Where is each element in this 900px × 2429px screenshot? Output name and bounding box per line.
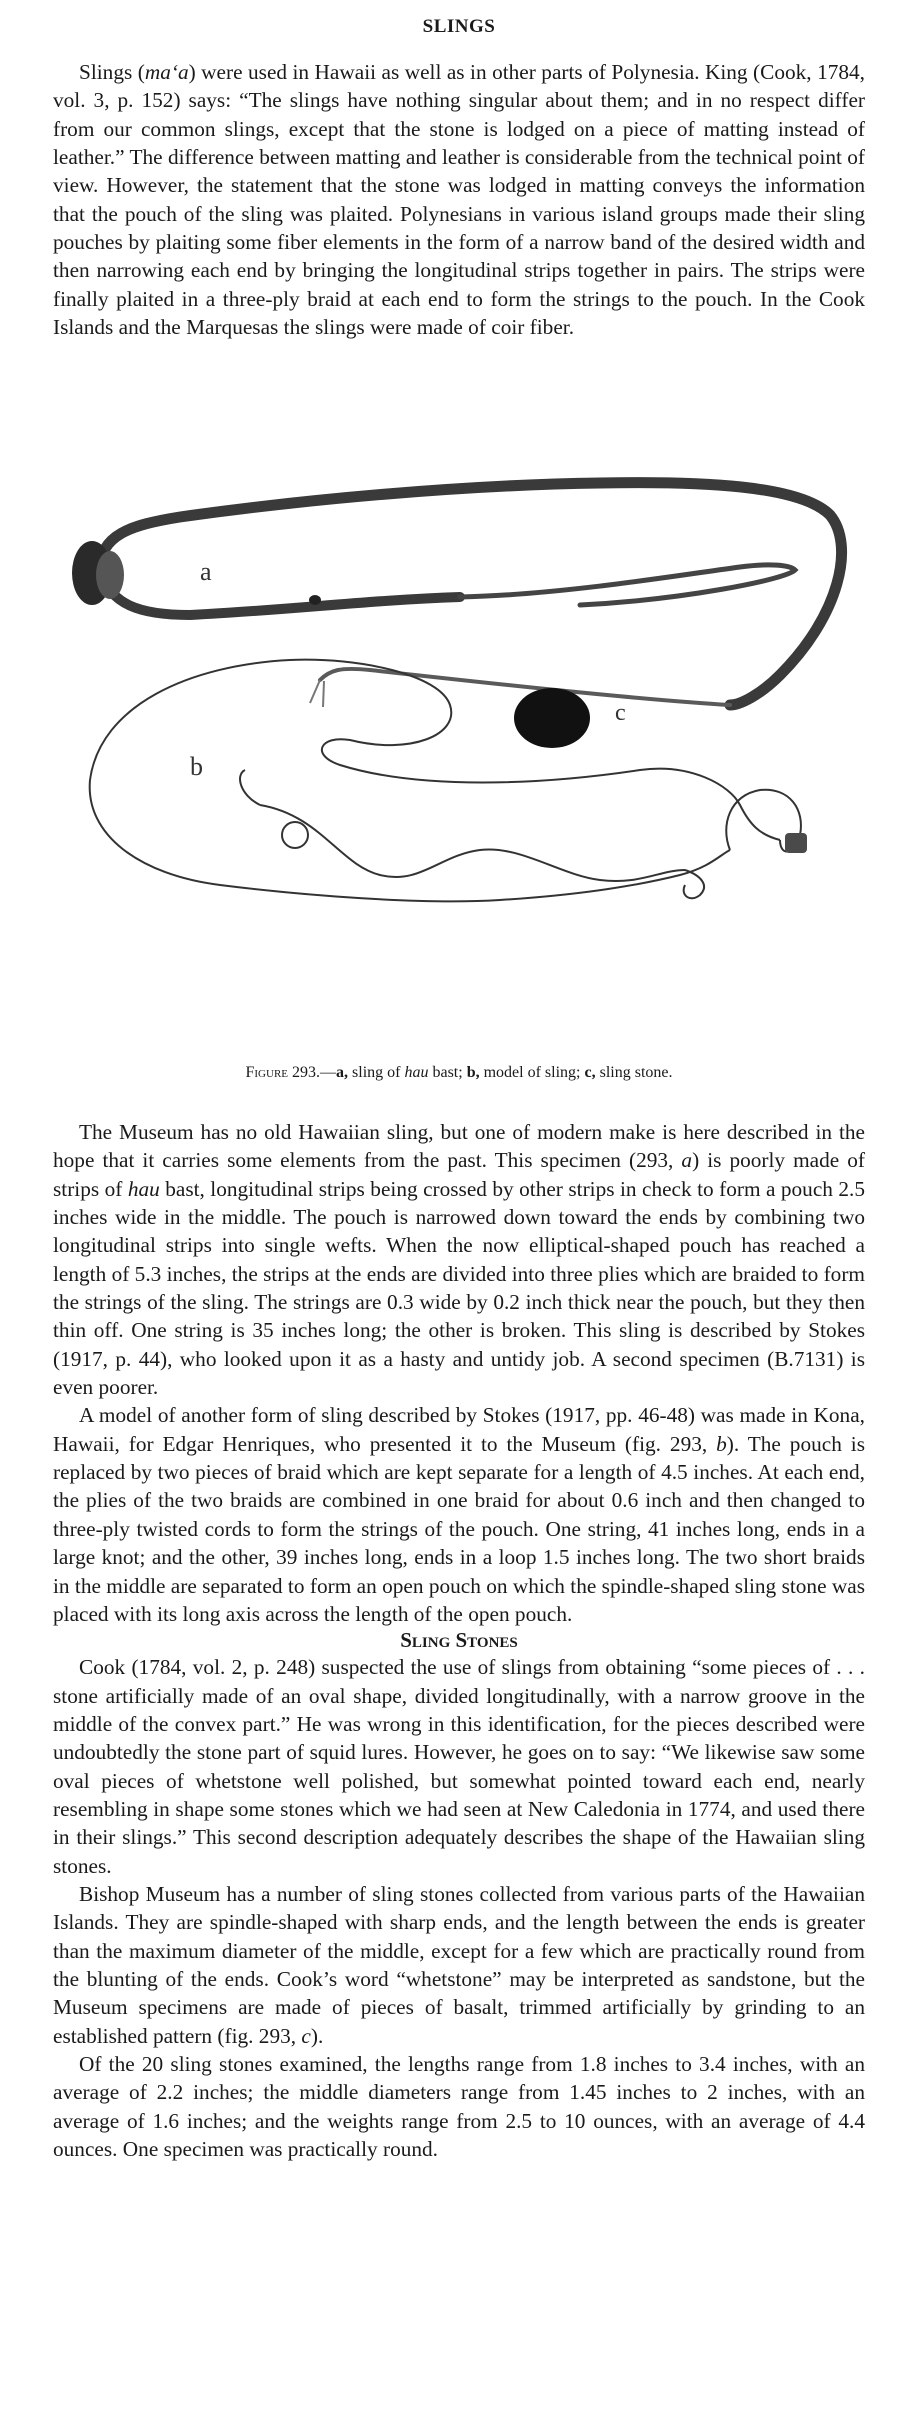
text-run: A model of another form of sling described by Stokes (1917, pp. 46-48) was made in Kona, Hawaii, for Edgar Henriques, who presented it to the Museum (fig. 293, [53, 1403, 865, 1456]
text-run: Bishop Museum has a number of sling stones collected from various parts of the Hawaiian Islands. They are spindle-shaped with sharp ends, and the length between the ends is greater than the maximum diameter of the middle, except for a few which are practically round from the blunting of the ends. Cook’s word “whetstone” may be interpreted as sandstone, but the Museum specimens are made of pieces of basalt, trimmed artificially by grinding to an established pattern (fig. 293, [53, 1881, 865, 2048]
hawaiian-term: hau [127, 1176, 160, 1201]
caption-term: hau [404, 1064, 429, 1081]
text-run: bast; [428, 1064, 467, 1081]
caption-key-b: b, [466, 1064, 480, 1081]
caption-key-a: a, [336, 1064, 349, 1081]
figure-293-illustration [40, 455, 870, 1050]
text-run: sling stone. [595, 1064, 673, 1081]
section-title: SLINGS [422, 16, 496, 37]
text-run: bast, longitudinal strips being crossed by other strips in check to form a pouch 2.5 inches wide in the middle. The pouch is narrowed down toward the ends by combining two longitudinal strips into single wefts. When the now elliptical-shaped pouch has reached a length of 5.3 inches, the strips at the ends are divided into three plies which are braided to form the strings of the sling. The strings are 0.3 wide by 0.2 inch thick near the pouch, but they then thin off. One string is 35 inches long; the other is broken. This sling is described by Stokes (1917, p. 44), who looked upon it as a hasty and untidy job. A second specimen (B.7131) is even poorer. [53, 1176, 866, 1400]
caption-key-c: c, [584, 1064, 596, 1081]
figure-ref: a [681, 1148, 693, 1173]
sling-b-drawing [90, 660, 807, 902]
text-run: ). The pouch is replaced by two pieces of braid which are kept separate for a length of 4.5 inches. At each end, the plies of the two braids are combined in one braid for about 0.6 inch and then changed to three-ply twisted cords to form the strings of the pouch. One string, 41 inches long, ends in a large knot; and the other, 39 inches long, ends in a loop 1.5 inches long. The two short braids in the middle are separated to form an open pouch on which the spindle-shaped sling stone was placed with its long axis across the length of the open pouch. [53, 1431, 865, 1626]
paragraph-museum-specimen [53, 1118, 865, 1401]
paragraph-intro [53, 58, 865, 341]
figure-ref: c [301, 2023, 311, 2048]
text-run: ) is poorly made of strips of [53, 1148, 865, 1201]
paragraph-cook-stones: Cook (1784, vol. 2, p. 248) suspected the use of slings from obtaining “some pieces of . . . stone artificially made of an oval shape, divided longitudinally, with a narrow groove in the middle of the convex part.” He was wrong in this identification, for the pieces described were undoubtedly the stone part of squid lures. However, he goes on to say: “We likewise saw some oval pieces of whetstone well polished, but somewhat pointed toward each end, nearly resembling in shape some stones which we had seen at New Caledonia in 1774, and used there in their slings.” This second description adequately describes the shape of the Hawaiian sling stones. [53, 1655, 865, 1878]
text-run: Slings ( [79, 60, 145, 84]
body-section [53, 1118, 865, 2163]
hawaiian-term: ma‘a [144, 60, 189, 84]
paragraph-bishop-museum [53, 1880, 865, 2050]
text-run: ) were used in Hawaii as well as in other parts of Polynesia. King (Cook, 1784, vol. 3, p. 152) says: “The slings have nothing singular about them; and in no respect differ from our common slings, except that the stone is lodged on a piece of matting instead of leather.” The difference between matting and leather is considerable from the technical point of view. However, the statement that the stone was lodged in matting conveys the information that the pouch of the sling was plaited. Polynesians in various island groups made their sling pouches by plaiting some fiber elements in the form of a narrow band of the desired width and then narrowing each end by bringing the longitudinal strips together in pairs. The strips were finally plaited in a three-ply braid at each end to form the strings to the pouch. In the Cook Islands and the Marquesas the slings were made of coir fiber. [53, 60, 865, 340]
text-run: The Museum has no old Hawaiian sling, but one of modern make is here described in the hope that it carries some elements from the past. This specimen (293, [53, 1120, 865, 1173]
subsection-title: Sling Stones [400, 1628, 518, 1653]
sling-a-drawing [72, 483, 842, 707]
figure-ref: b [716, 1431, 727, 1456]
caption-figure-number: Figure 293. [245, 1064, 321, 1081]
intro-section [53, 58, 865, 341]
figure-label-a: a [200, 557, 212, 586]
text-run: ). [310, 2023, 324, 2048]
paragraph-measurements: Of the 20 sling stones examined, the lengths range from 1.8 inches to 3.4 inches, with an average of 2.2 inches; the middle diameters range from 1.45 inches to 2 inches, with an average of 1.6 inches; and the weights range from 2.5 to 10 ounces, with an average of 4.4 ounces. One specimen was practically round. [53, 2052, 865, 2162]
figure-label-c: c [615, 700, 626, 726]
paragraph-model-sling [53, 1401, 865, 1628]
text-run: sling of [348, 1064, 405, 1081]
figure-caption [53, 1064, 865, 1082]
caption-dash: — [320, 1064, 337, 1081]
figure-label-b: b [190, 752, 203, 781]
text-run: model of sling; [479, 1064, 585, 1081]
